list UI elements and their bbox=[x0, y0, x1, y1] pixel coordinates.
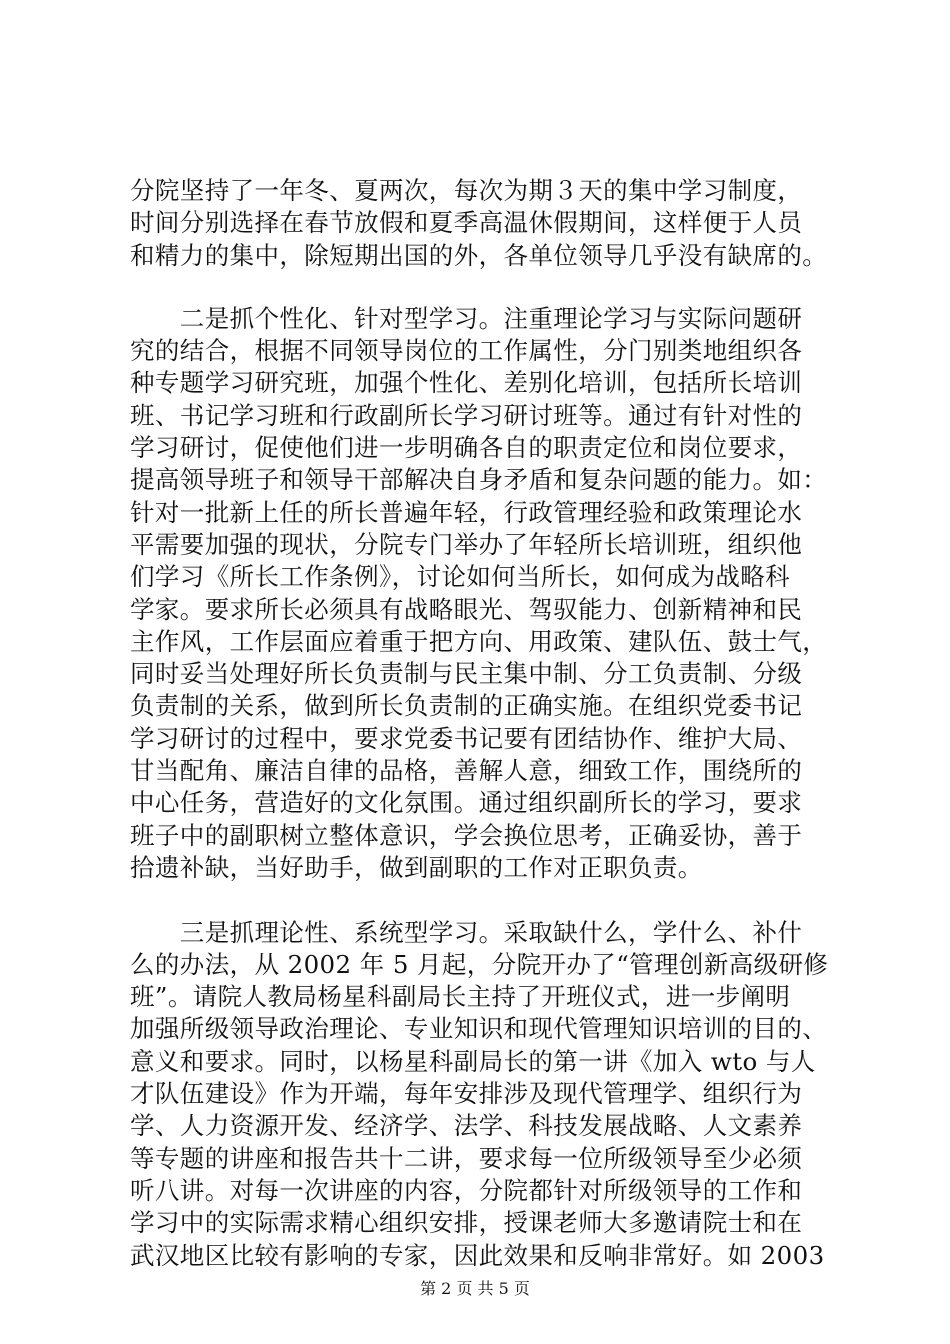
text-line: 负责制的关系，做到所长负责制的正确实施。在组织党委书记 bbox=[130, 691, 803, 721]
text-line: 主作风，工作层面应着重于把方向、用政策、建队伍、鼓士气， bbox=[130, 626, 828, 656]
text-line: 平需要加强的现状，分院专门举办了年轻所长培训班，组织他 bbox=[130, 529, 803, 559]
text-line: 提高领导班子和领导干部解决自身矛盾和复杂问题的能力。如： bbox=[130, 465, 828, 495]
page-number-footer: 第 2 页 共 5 页 bbox=[420, 1279, 530, 1298]
text-line: 班、书记学习班和行政副所长学习研讨班等。通过有针对性的 bbox=[130, 400, 803, 430]
text-line: 三是抓理论性、系统型学习。采取缺什么，学什么、补什 bbox=[130, 917, 803, 947]
text-line: 拾遗补缺，当好助手，做到副职的工作对正职负责。 bbox=[130, 852, 703, 882]
text-line: 中心任务，营造好的文化氛围。通过组织副所长的学习，要求 bbox=[130, 788, 803, 818]
paragraph-1 bbox=[130, 175, 840, 272]
text-line: 加强所级领导政治理论、专业知识和现代管理知识培训的目的、 bbox=[130, 1014, 828, 1044]
document-body bbox=[130, 175, 840, 1272]
text-line: 听八讲。对每一次讲座的内容，分院都针对所级领导的工作和 bbox=[130, 1175, 803, 1205]
text-line: 学家。要求所长必须具有战略眼光、驾驭能力、创新精神和民 bbox=[130, 594, 803, 624]
text-line: 学、人力资源开发、经济学、法学、科技发展战略、人文素养 bbox=[130, 1111, 803, 1141]
text-line: 才队伍建设》作为开端，每年安排涉及现代管理学、组织行为 bbox=[130, 1079, 803, 1109]
text-line: 二是抓个性化、针对型学习。注重理论学习与实际问题研 bbox=[130, 303, 803, 333]
text-line: 等专题的讲座和报告共十二讲，要求每一位所级领导至少必须 bbox=[130, 1143, 803, 1173]
paragraph-3 bbox=[130, 917, 840, 1272]
text-line: 针对一批新上任的所长普遍年轻，行政管理经验和政策理论水 bbox=[130, 497, 803, 527]
text-line: 甘当配角、廉洁自律的品格，善解人意，细致工作，围绕所的 bbox=[130, 756, 803, 786]
paragraph-spacer bbox=[130, 272, 840, 303]
text-line: 班”。请院人教局杨星科副局长主持了开班仪式，进一步阐明 bbox=[130, 982, 791, 1012]
text-line: 意义和要求。同时，以杨星科副局长的第一讲《加入 wto 与人 bbox=[130, 1046, 816, 1076]
text-line: 学习研讨的过程中，要求党委书记要有团结协作、维护大局、 bbox=[130, 723, 803, 753]
text-line: 究的结合，根据不同领导岗位的工作属性，分门别类地组织各 bbox=[130, 336, 803, 366]
text-line: 班子中的副职树立整体意识，学会换位思考，正确妥协，善于 bbox=[130, 820, 803, 850]
text-line: 武汉地区比较有影响的专家，因此效果和反响非常好。如 2003 bbox=[130, 1240, 825, 1270]
text-line: 和精力的集中，除短期出国的外，各单位领导几乎没有缺席的。 bbox=[130, 240, 828, 270]
paragraph-2 bbox=[130, 303, 840, 917]
text-line bbox=[130, 884, 840, 916]
text-line: 分院坚持了一年冬、夏两次，每次为期３天的集中学习制度， bbox=[130, 176, 803, 205]
text-line: 时间分别选择在春节放假和夏季高温休假期间，这样便于人员 bbox=[130, 208, 803, 238]
text-line: 们学习《所长工作条例》，讨论如何当所长，如何成为战略科 bbox=[130, 562, 791, 592]
text-line: 学习中的实际需求精心组织安排，授课老师大多邀请院士和在 bbox=[130, 1208, 803, 1238]
text-line: 么的办法，从 2002 年 5 月起，分院开办了“管理创新高级研修 bbox=[130, 949, 829, 979]
text-line: 学习研讨，促使他们进一步明确各自的职责定位和岗位要求， bbox=[130, 433, 803, 463]
text-line: 同时妥当处理好所长负责制与民主集中制、分工负责制、分级 bbox=[130, 659, 803, 689]
text-line: 种专题学习研究班，加强个性化、差别化培训，包括所长培训 bbox=[130, 368, 803, 398]
